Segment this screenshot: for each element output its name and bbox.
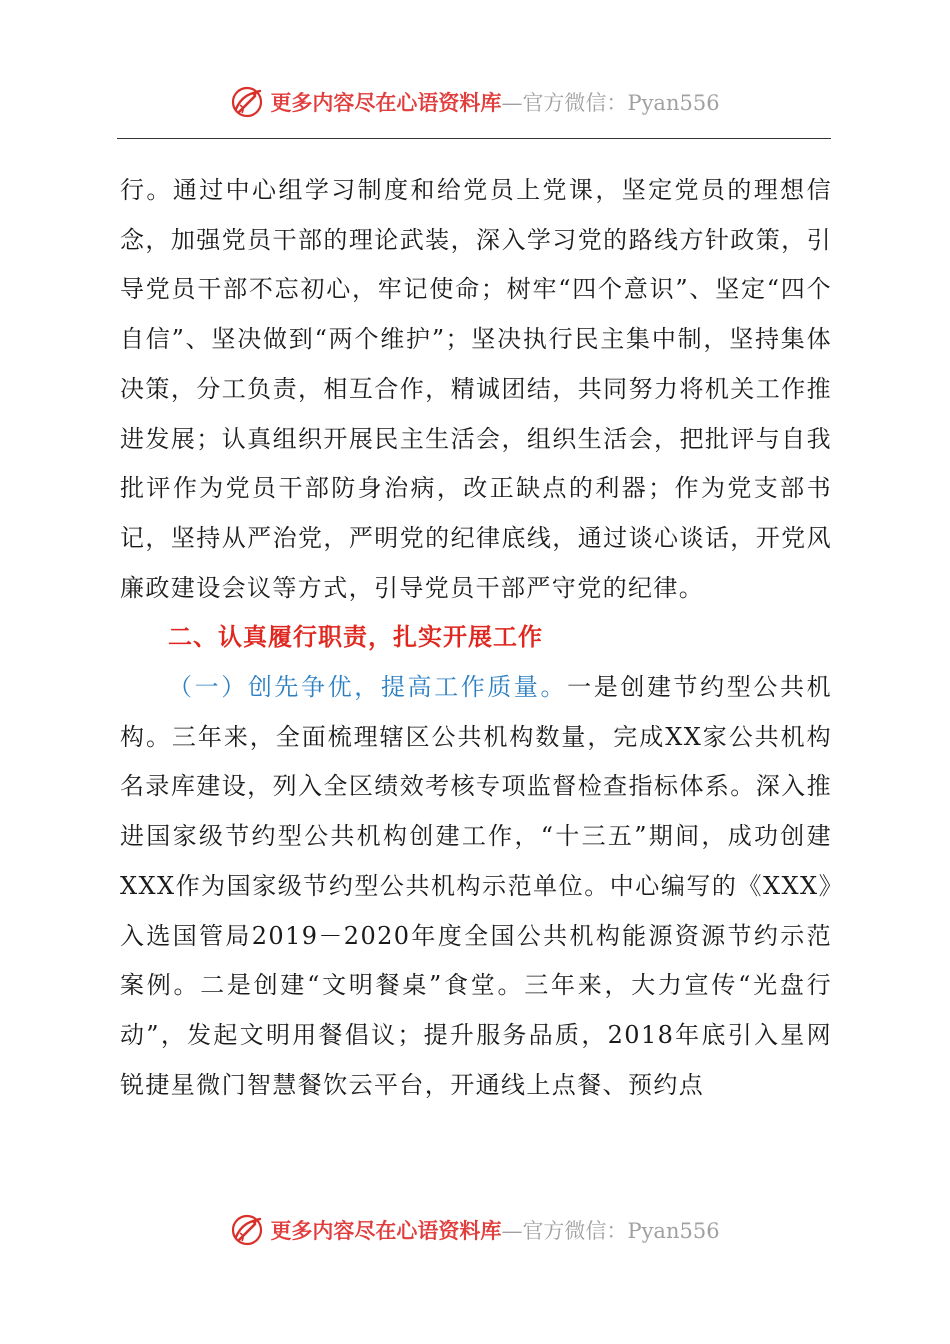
footer-banner	[0, 1208, 950, 1252]
header-brand: 更多内容尽在心语资料库	[270, 90, 502, 115]
subsection-text-1: 一是创建节约型公共机构。三年来，全面梳理辖区公共机构数量，完成XX家公共机构名录库建设，列入全区绩效考核专项监督检查指标体系。深入推进国家级节约型公共机构创建工作，“十三五”期间，成功创建XXX作为国家级节约型公共机构示范单位。中心编写的《XXX》入选国管局2019－2020年度全国公共机构能源资源节约示范案例。二是创建“文明餐桌”食堂。三年来，大力宣传“光盘行动”，发起文明用餐倡议；提升服务品质，2018年底引入星网锐捷星微门智慧餐饮云平台，开通线上点餐、预约点	[120, 673, 832, 1099]
header-rest: —官方微信：	[501, 91, 628, 115]
header-wechat: Pyan556	[627, 91, 720, 115]
footer-text	[270, 1215, 719, 1245]
section-heading-2: 二、认真履行职责，扎实开展工作	[168, 623, 543, 652]
paragraph-1: 行。通过中心组学习制度和给党员上党课，坚定党员的理想信念，加强党员干部的理论武装，深入学习党的路线方针政策，引导党员干部不忘初心，牢记使命；树牢“四个意识”、坚定“四个自信”、坚决做到“两个维护”；坚决执行民主集中制，坚持集体决策，分工负责，相互合作，精诚团结，共同努力将机关工作推进发展；认真组织开展民主生活会，组织生活会，把批评与自我批评作为党员干部防身治病，改正缺点的利器；作为党支部书记，坚持从严治党，严明党的纪律底线，通过谈心谈话，开党风廉政建设会议等方式，引导党员干部严守党的纪律。	[120, 176, 832, 602]
document-body	[120, 166, 832, 1110]
paragraph-2	[120, 663, 832, 1110]
header-text	[270, 87, 719, 117]
footer-wechat: Pyan556	[627, 1219, 720, 1243]
subsection-title-1: （一）创先争优，提高工作质量。	[168, 673, 568, 702]
pen-logo-icon	[230, 1213, 264, 1247]
footer-brand: 更多内容尽在心语资料库	[270, 1218, 502, 1243]
header-rule	[117, 138, 831, 139]
footer-rest: —官方微信：	[501, 1219, 628, 1243]
pen-logo-icon	[230, 85, 264, 119]
header-banner	[0, 80, 950, 124]
